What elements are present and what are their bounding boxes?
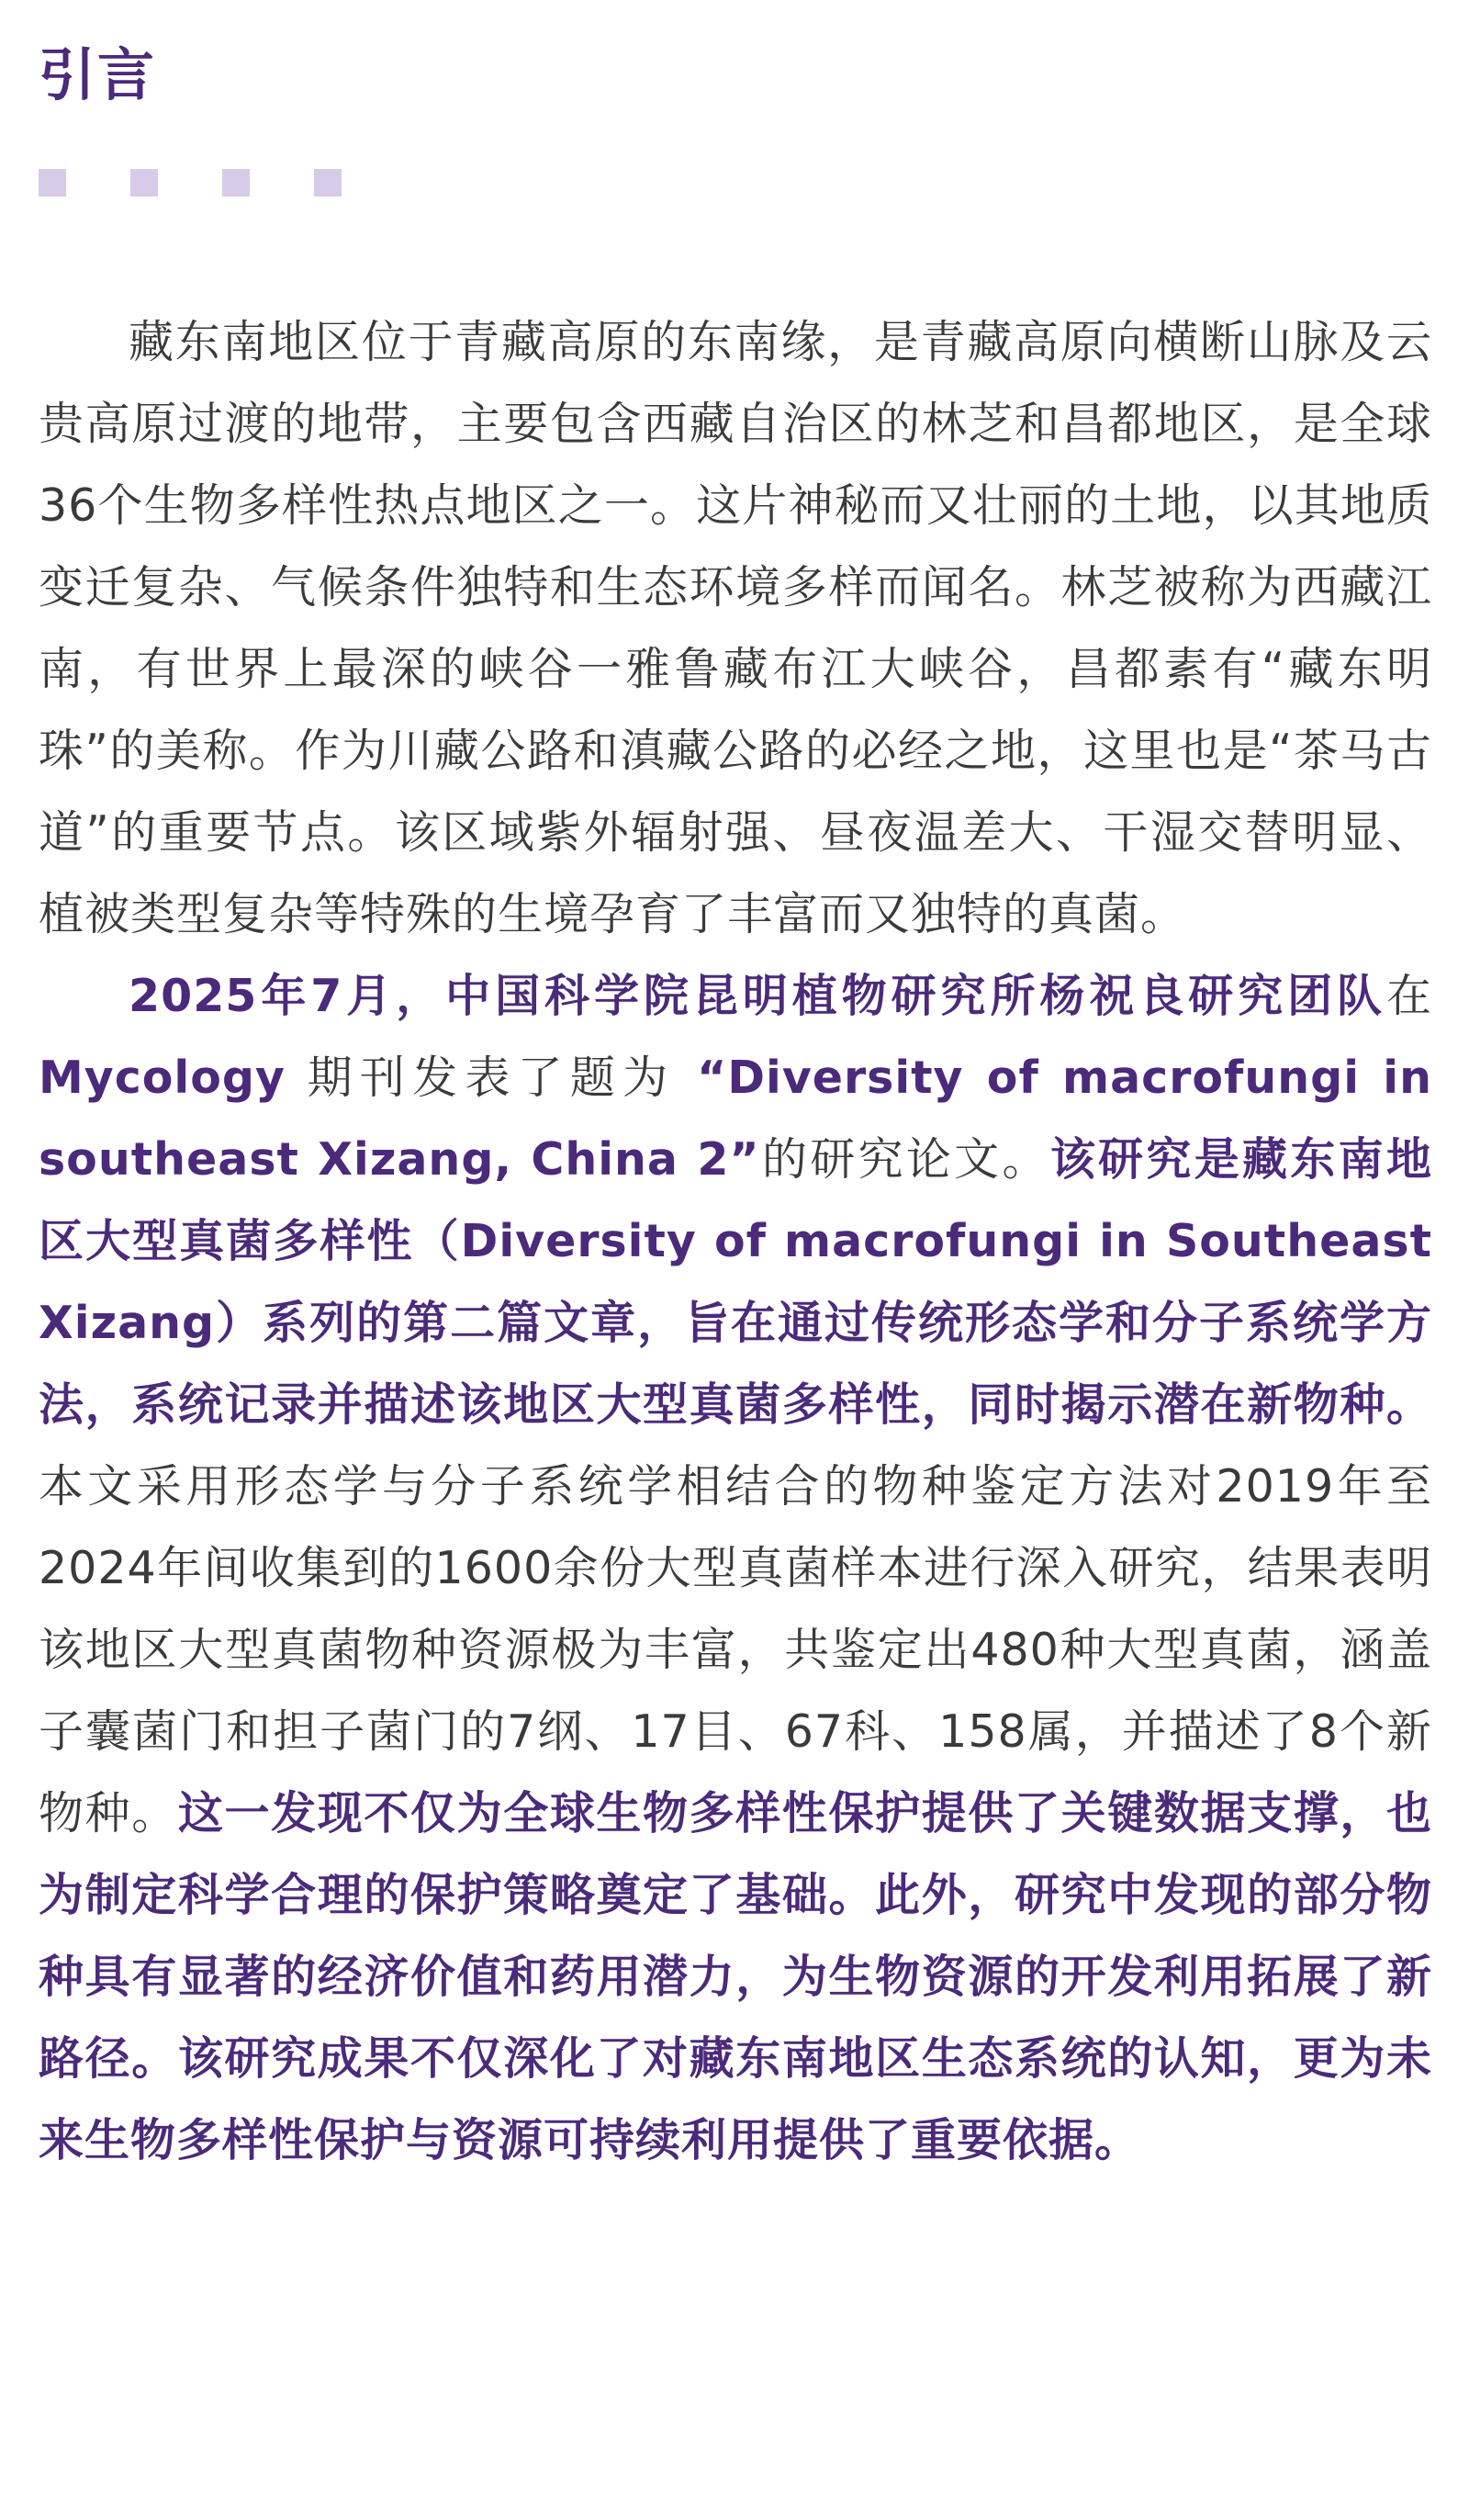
text-segment: 的研究论文。 bbox=[759, 1133, 1050, 1186]
text-segment: 本文采用形态学与分子系统学相结合的物种鉴定方法对2019年至2024年间收集到的1600余份大型真菌样本进行深入研究，结果表明该地区大型真菌物种资源极为丰富，共鉴定出480种大型真菌，涵盖子囊菌门和担子菌门的7纲、17目、67科、158属，并描述了8个新物种。 bbox=[39, 1460, 1432, 1839]
text-segment: 在 bbox=[1385, 970, 1432, 1022]
highlight-significance: 这一发现不仅为全球生物多样性保护提供了关键数据支撑，也为制定科学合理的保护策略奠定了基础。此外，研究中发现的部分物种具有显著的经济价值和药用潜力，为生物资源的开发利用拓展了新路径。该研究成果不仅深化了对藏东南地区生态系统的认知，更为未来生物多样性保护与资源可持续利用提供了重要依据。 bbox=[39, 1787, 1432, 2166]
intro-paragraph: 藏东南地区位于青藏高原的东南缘，是青藏高原向横断山脉及云贵高原过渡的地带，主要包含西藏自治区的林芝和昌都地区，是全球36个生物多样性热点地区之一。这片神秘而又壮丽的土地，以其地质变迁复杂、气候条件独特和生态环境多样而闻名。林芝被称为西藏江南，有世界上最深的峡谷一雅鲁藏布江大峡谷，昌都素有“藏东明珠”的美称。作为川藏公路和滇藏公路的必经之地，这里也是“茶马古道”的重要节点。该区域紫外辐射强、昼夜温差大、干湿交替明显、植被类型复杂等特殊的生境孕育了丰富而又独特的真菌。 bbox=[39, 316, 1432, 940]
decor-square bbox=[314, 169, 342, 197]
highlight-study-aim: 该研究是藏东南地区大型真菌多样性（Diversity of macrofungi in Southeast Xizang）系列的第二篇文章，旨在通过传统形态学和分子系统学方法，系统记录并描述该地区大型真菌多样性，同时揭示潜在新物种。 bbox=[39, 1133, 1432, 1431]
article-body bbox=[39, 301, 1432, 2181]
decor-square bbox=[222, 169, 250, 197]
highlight-team: 2025年7月，中国科学院昆明植物研究所杨祝良研究团队 bbox=[129, 970, 1386, 1022]
decor-square bbox=[39, 169, 66, 197]
research-paragraph bbox=[39, 955, 1432, 2181]
section-title: 引言 bbox=[39, 41, 157, 108]
decor-square bbox=[130, 169, 158, 197]
highlight-paper-title: “Diversity of macrofungi in southeast Xizang, China 2” bbox=[39, 1052, 1432, 1186]
highlight-journal: Mycology bbox=[39, 1052, 286, 1104]
text-segment: 期刊发表了题为 bbox=[307, 1052, 676, 1104]
